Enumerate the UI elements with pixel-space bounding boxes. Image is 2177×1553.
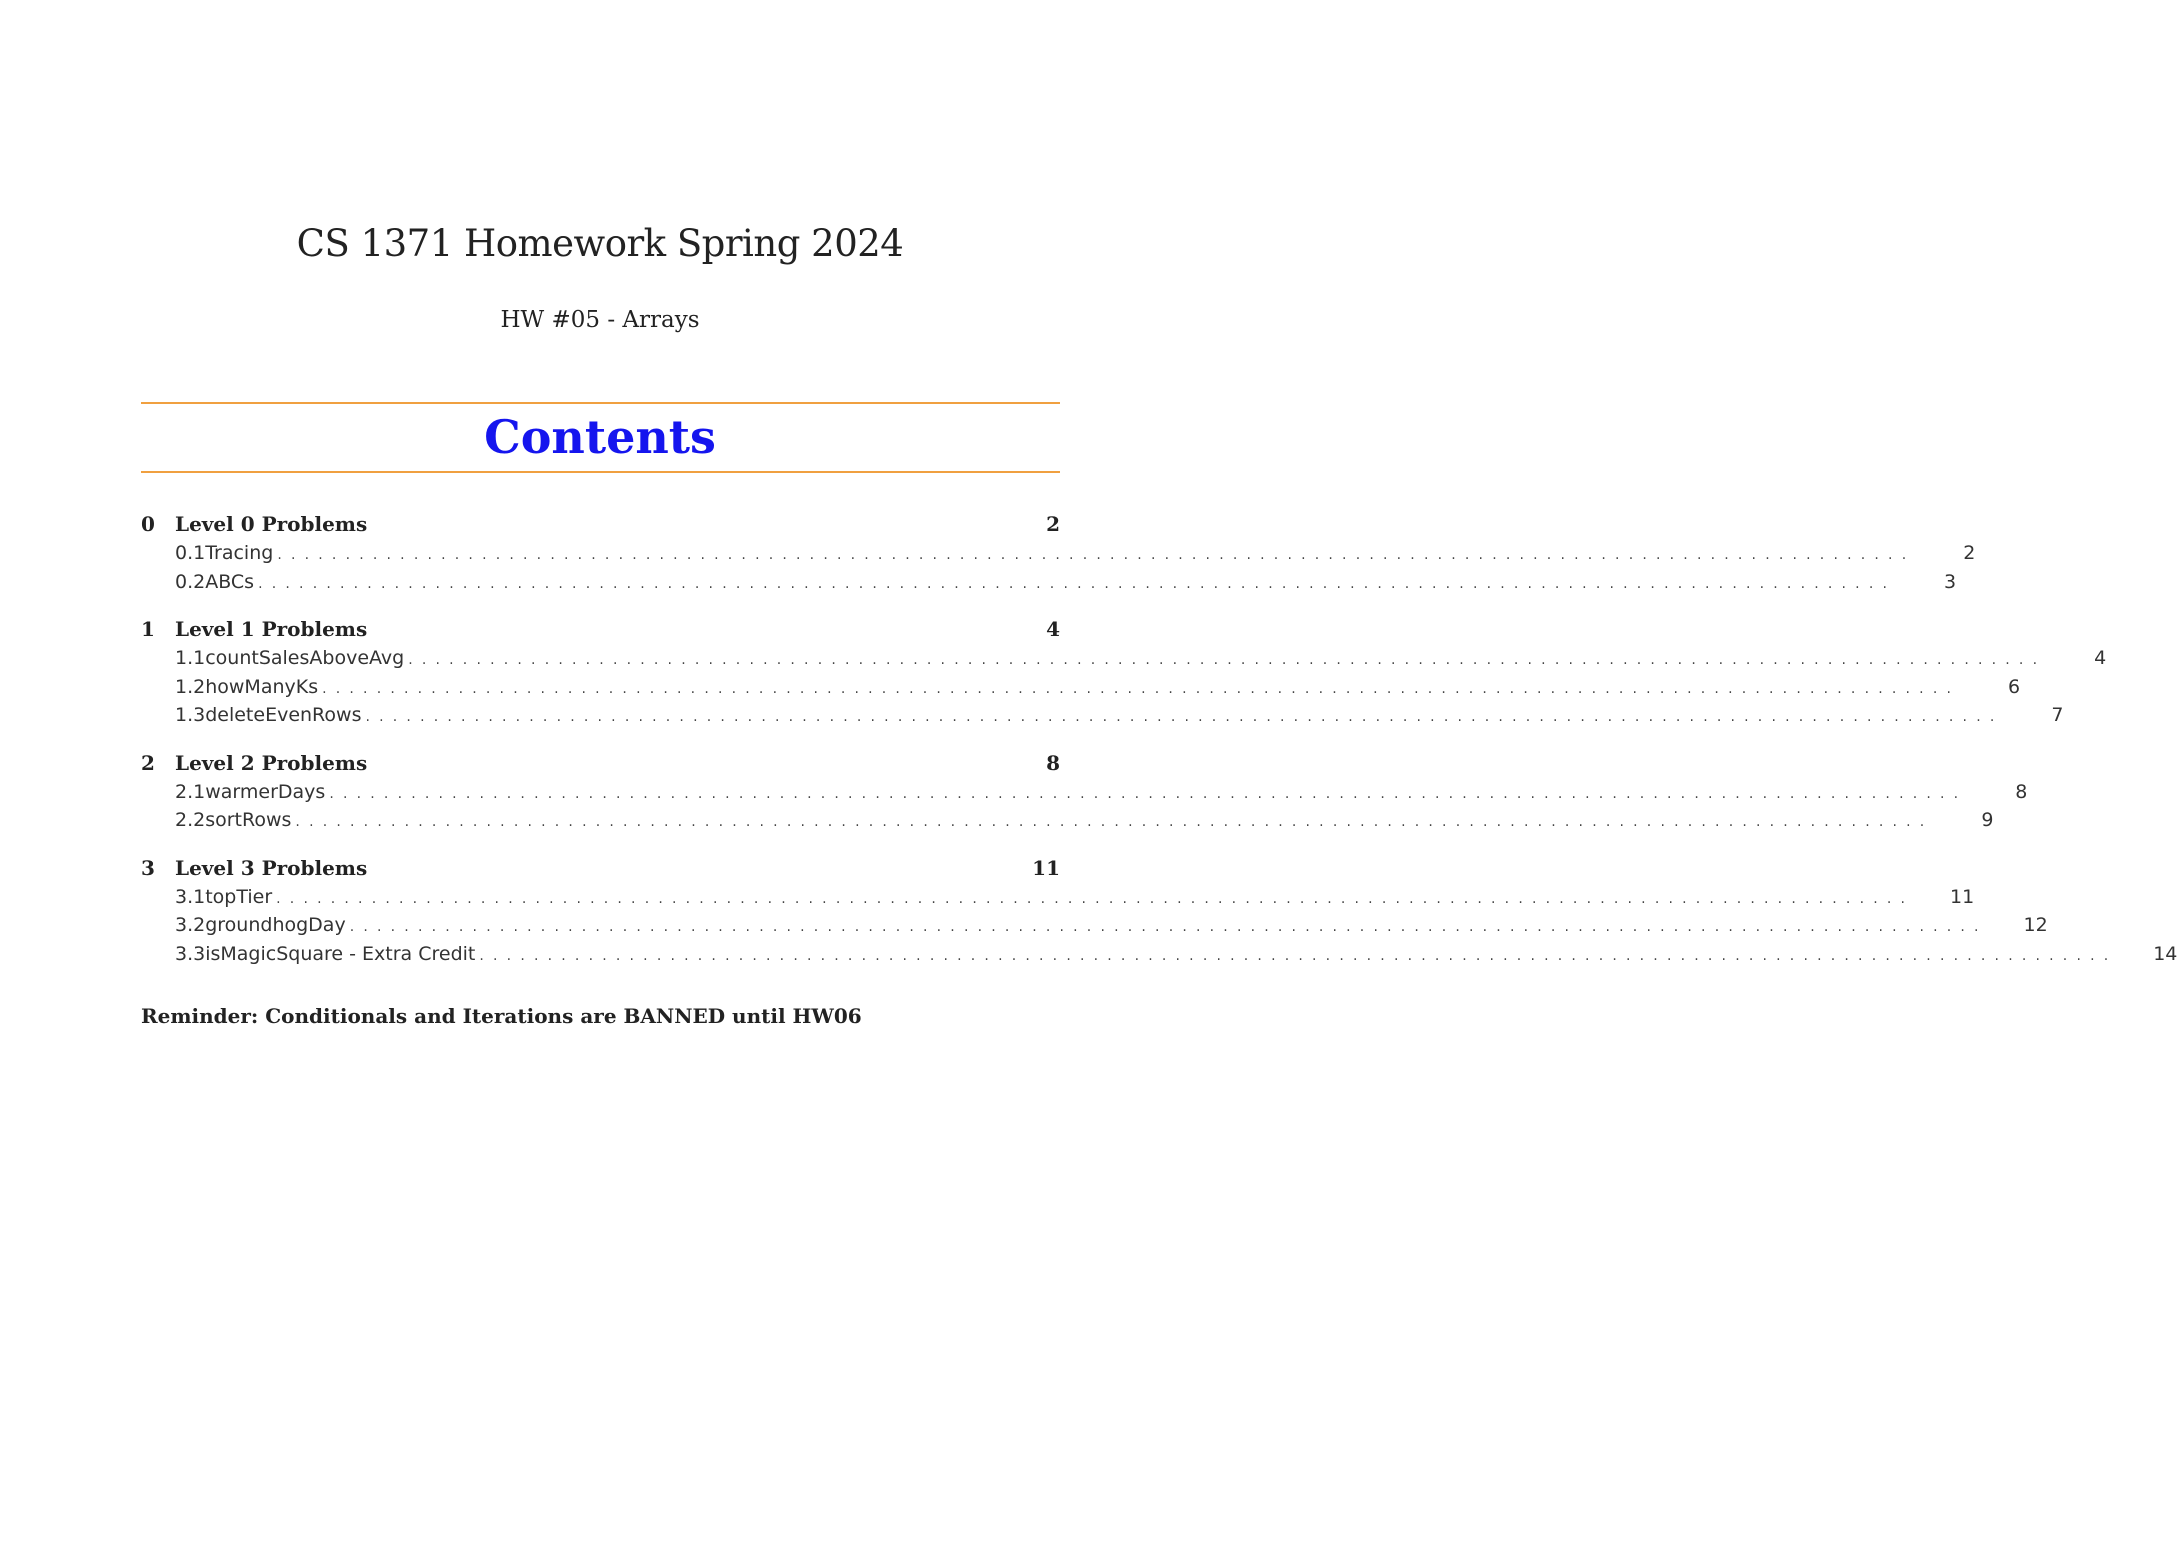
toc-subsection-number: 3.3 xyxy=(175,942,206,965)
toc-section-number: 3 xyxy=(141,855,155,880)
toc-section-entry[interactable] xyxy=(141,751,1060,781)
toc-subsection-title: groundhogDay xyxy=(205,914,346,936)
toc-dot-leader: ........................................................................................................................ xyxy=(479,947,2118,964)
toc-dot-leader: ........................................................................................................................ xyxy=(277,547,1916,563)
contents-top-rule xyxy=(141,402,1060,404)
toc-dot-leader: ........................................................................................................................ xyxy=(276,890,1915,907)
toc-subsection-number: 2.1 xyxy=(175,780,206,803)
toc-subsection-entry[interactable] xyxy=(141,704,2064,733)
toc-section-title: Level 3 Problems xyxy=(175,855,368,880)
toc-section-title: Level 0 Problems xyxy=(175,512,368,536)
toc-subsection-page: 7 xyxy=(2051,704,2064,726)
toc-dot-leader: ........................................................................................................................ xyxy=(365,709,2004,725)
toc-subsection-entry[interactable] xyxy=(141,675,2021,705)
toc-dot-leader: ........................................................................................................................ xyxy=(295,814,1934,830)
toc-subsection-number: 3.2 xyxy=(175,914,206,936)
contents-bottom-rule xyxy=(141,471,1060,473)
toc-subsection-entry[interactable] xyxy=(141,542,1976,571)
toc-subsection-page: 2 xyxy=(1963,542,1976,564)
document-title: CS 1371 Homework Spring 2024 xyxy=(296,222,904,265)
toc-section-entry[interactable] xyxy=(141,617,1060,647)
toc-section-title: Level 1 Problems xyxy=(175,617,368,641)
toc-section xyxy=(141,512,1976,599)
toc-section xyxy=(141,855,2177,972)
toc-subsection-page: 14 xyxy=(2153,942,2177,965)
toc-subsection-title: Tracing xyxy=(205,542,274,564)
toc-subsection-number: 2.2 xyxy=(175,809,206,831)
toc-subsection-entry[interactable] xyxy=(141,809,1994,838)
toc-subsection-page: 3 xyxy=(1944,570,1957,593)
toc-subsection-number: 0.2 xyxy=(175,570,206,593)
toc-subsection-entry[interactable] xyxy=(141,570,1957,600)
toc-subsection-number: 3.1 xyxy=(175,885,206,908)
document-subtitle: HW #05 - Arrays xyxy=(500,307,700,333)
toc-section-number: 2 xyxy=(141,750,155,775)
toc-subsection-page: 11 xyxy=(1950,885,1975,908)
toc-subsection-number: 1.3 xyxy=(175,704,206,726)
toc-subsection-page: 12 xyxy=(2023,914,2048,936)
toc-subsection-entry[interactable] xyxy=(141,647,2107,676)
toc-subsection-title: topTier xyxy=(205,885,273,908)
toc-subsection-entry[interactable] xyxy=(141,885,1975,915)
toc-section-page: 11 xyxy=(1032,855,1060,880)
toc-section xyxy=(141,617,2107,733)
toc-subsection-title: warmerDays xyxy=(205,780,326,803)
toc-dot-leader: ........................................................................................................................ xyxy=(322,680,1961,697)
toc-subsection-entry[interactable] xyxy=(141,942,2177,972)
toc-dot-leader: ........................................................................................................................ xyxy=(258,575,1897,592)
toc-subsection-page: 9 xyxy=(1981,809,1994,831)
toc-subsection-number: 0.1 xyxy=(175,542,206,564)
toc-subsection-title: sortRows xyxy=(205,809,292,831)
toc-subsection-title: isMagicSquare - Extra Credit xyxy=(205,942,476,965)
toc-subsection-entry[interactable] xyxy=(141,780,2028,810)
toc-subsection-page: 4 xyxy=(2094,647,2107,669)
table-of-contents xyxy=(141,512,2177,989)
toc-subsection-title: deleteEvenRows xyxy=(205,704,362,726)
toc-section xyxy=(141,750,2028,838)
toc-subsection-number: 1.2 xyxy=(175,675,206,698)
toc-section-title: Level 2 Problems xyxy=(175,750,368,775)
toc-dot-leader: ........................................................................................................................ xyxy=(349,919,1988,935)
toc-subsection-title: countSalesAboveAvg xyxy=(205,647,405,669)
contents-heading: Contents xyxy=(484,410,716,464)
toc-subsection-entry[interactable] xyxy=(141,914,2048,943)
toc-section-entry[interactable] xyxy=(141,512,1060,542)
toc-subsection-page: 8 xyxy=(2015,780,2028,803)
toc-section-number: 0 xyxy=(141,512,155,536)
toc-dot-leader: ........................................................................................................................ xyxy=(329,785,1968,802)
toc-subsection-title: howManyKs xyxy=(205,675,319,698)
toc-subsection-number: 1.1 xyxy=(175,647,206,669)
toc-section-page: 8 xyxy=(1046,750,1060,775)
toc-subsection-title: ABCs xyxy=(205,570,255,593)
toc-section-page: 2 xyxy=(1046,512,1060,536)
toc-section-page: 4 xyxy=(1046,617,1060,641)
toc-subsection-page: 6 xyxy=(2008,675,2021,698)
toc-section-number: 1 xyxy=(141,617,155,641)
toc-section-entry[interactable] xyxy=(141,856,1060,886)
toc-dot-leader: ........................................................................................................................ xyxy=(408,652,2047,668)
reminder-note: Reminder: Conditionals and Iterations are BANNED until HW06 xyxy=(141,1004,862,1028)
